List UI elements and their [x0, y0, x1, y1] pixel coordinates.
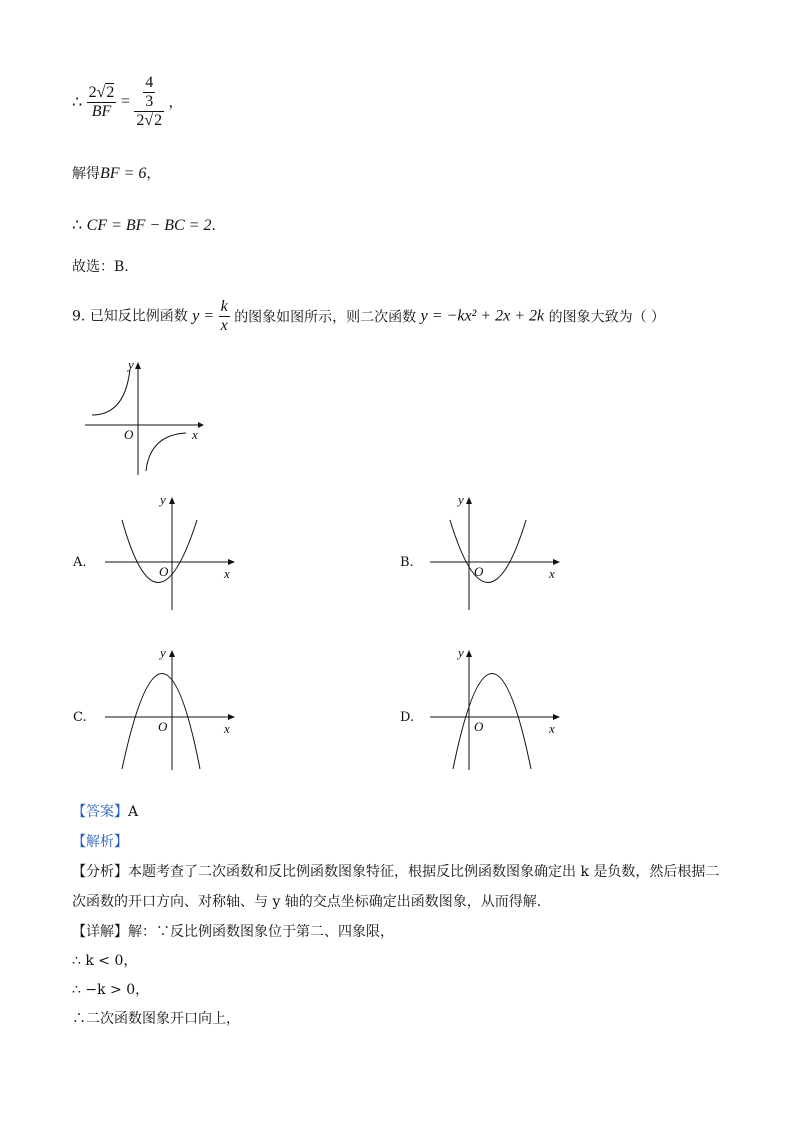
- equals-sign: =: [120, 93, 130, 110]
- math-bf: BF = 6: [100, 165, 147, 182]
- option-a-label[interactable]: A.: [73, 555, 87, 570]
- svg-text:x: x: [224, 566, 230, 581]
- fraction-right: $\frac{\frac{4}{3}}{2√2}$: [136, 74, 163, 129]
- detail-line-3: ∴ −k > 0，: [72, 982, 150, 998]
- option-c-graph[interactable]: [100, 645, 240, 775]
- option-d-graph[interactable]: [425, 645, 565, 775]
- detail-line-1: 【详解】解：∵反比例函数图象位于第二、四象限，: [72, 924, 394, 940]
- func-fraction: $\frac{k}{x}$: [220, 298, 228, 334]
- option-c-label[interactable]: C.: [73, 710, 87, 725]
- question-number: 9.: [72, 308, 86, 325]
- svg-text:x: x: [549, 721, 555, 736]
- answer-line: [72, 801, 138, 821]
- therefore-symbol: ∴: [72, 94, 83, 111]
- svg-text:y: y: [160, 492, 166, 507]
- answer-tag: 【答案】: [72, 804, 128, 820]
- hyperbola-graph: [80, 355, 210, 480]
- fenxi-line-1: 【分析】本题考查了二次函数和反比例函数图象特征，根据反比例函数图象确定出 k 是负数，然后根据二: [72, 864, 720, 880]
- svg-text:O: O: [474, 564, 484, 579]
- fraction-left: $\frac{2√2}{BF}$: [88, 83, 115, 120]
- svg-text:O: O: [158, 719, 168, 734]
- solve-bf-line: 解得BF = 6，: [72, 165, 161, 182]
- cf-line: ∴ CF = BF − BC = 2.: [72, 217, 216, 234]
- option-b-graph[interactable]: [425, 490, 565, 615]
- detail-line-4: ∴二次函数图象开口向上，: [72, 1011, 240, 1027]
- fenxi-line-2: 次函数的开口方向、对称轴、与 y 轴的交点坐标确定出函数图象，从而得解.: [72, 894, 542, 910]
- svg-text:x: x: [224, 721, 230, 736]
- option-a-graph[interactable]: [100, 490, 240, 615]
- origin-label: O: [124, 427, 134, 442]
- svg-text:y: y: [458, 492, 464, 507]
- svg-text:y: y: [458, 645, 464, 660]
- svg-text:y: y: [160, 645, 166, 660]
- svg-text:O: O: [474, 719, 484, 734]
- question-9: 9. 已知反比例函数 y = $\frac{k}{x}$ 的图象如图所示，则二次函数 y = −kx² + 2x + 2k 的图象大致为（ ）: [72, 298, 666, 334]
- equation-ratio: ∴ $\frac{2√2}{BF}$ = $\frac{\frac{4}{3}}{2√2}$ ，: [72, 74, 183, 129]
- analysis-tag: 【解析】: [72, 834, 128, 850]
- svg-text:O: O: [159, 564, 169, 579]
- svg-text:x: x: [549, 566, 555, 581]
- option-d-label[interactable]: D.: [400, 710, 415, 725]
- quadratic-expression: y = −kx² + 2x + 2k: [420, 307, 545, 325]
- answer-value: A: [128, 804, 139, 820]
- y-axis-label: y: [128, 357, 134, 372]
- choice-line: 故选：B.: [72, 259, 129, 275]
- detail-line-2: ∴ k < 0，: [72, 953, 138, 969]
- math-cf: CF = BF − BC = 2: [86, 217, 212, 234]
- option-b-label[interactable]: B.: [400, 555, 414, 570]
- x-axis-label: x: [192, 427, 198, 442]
